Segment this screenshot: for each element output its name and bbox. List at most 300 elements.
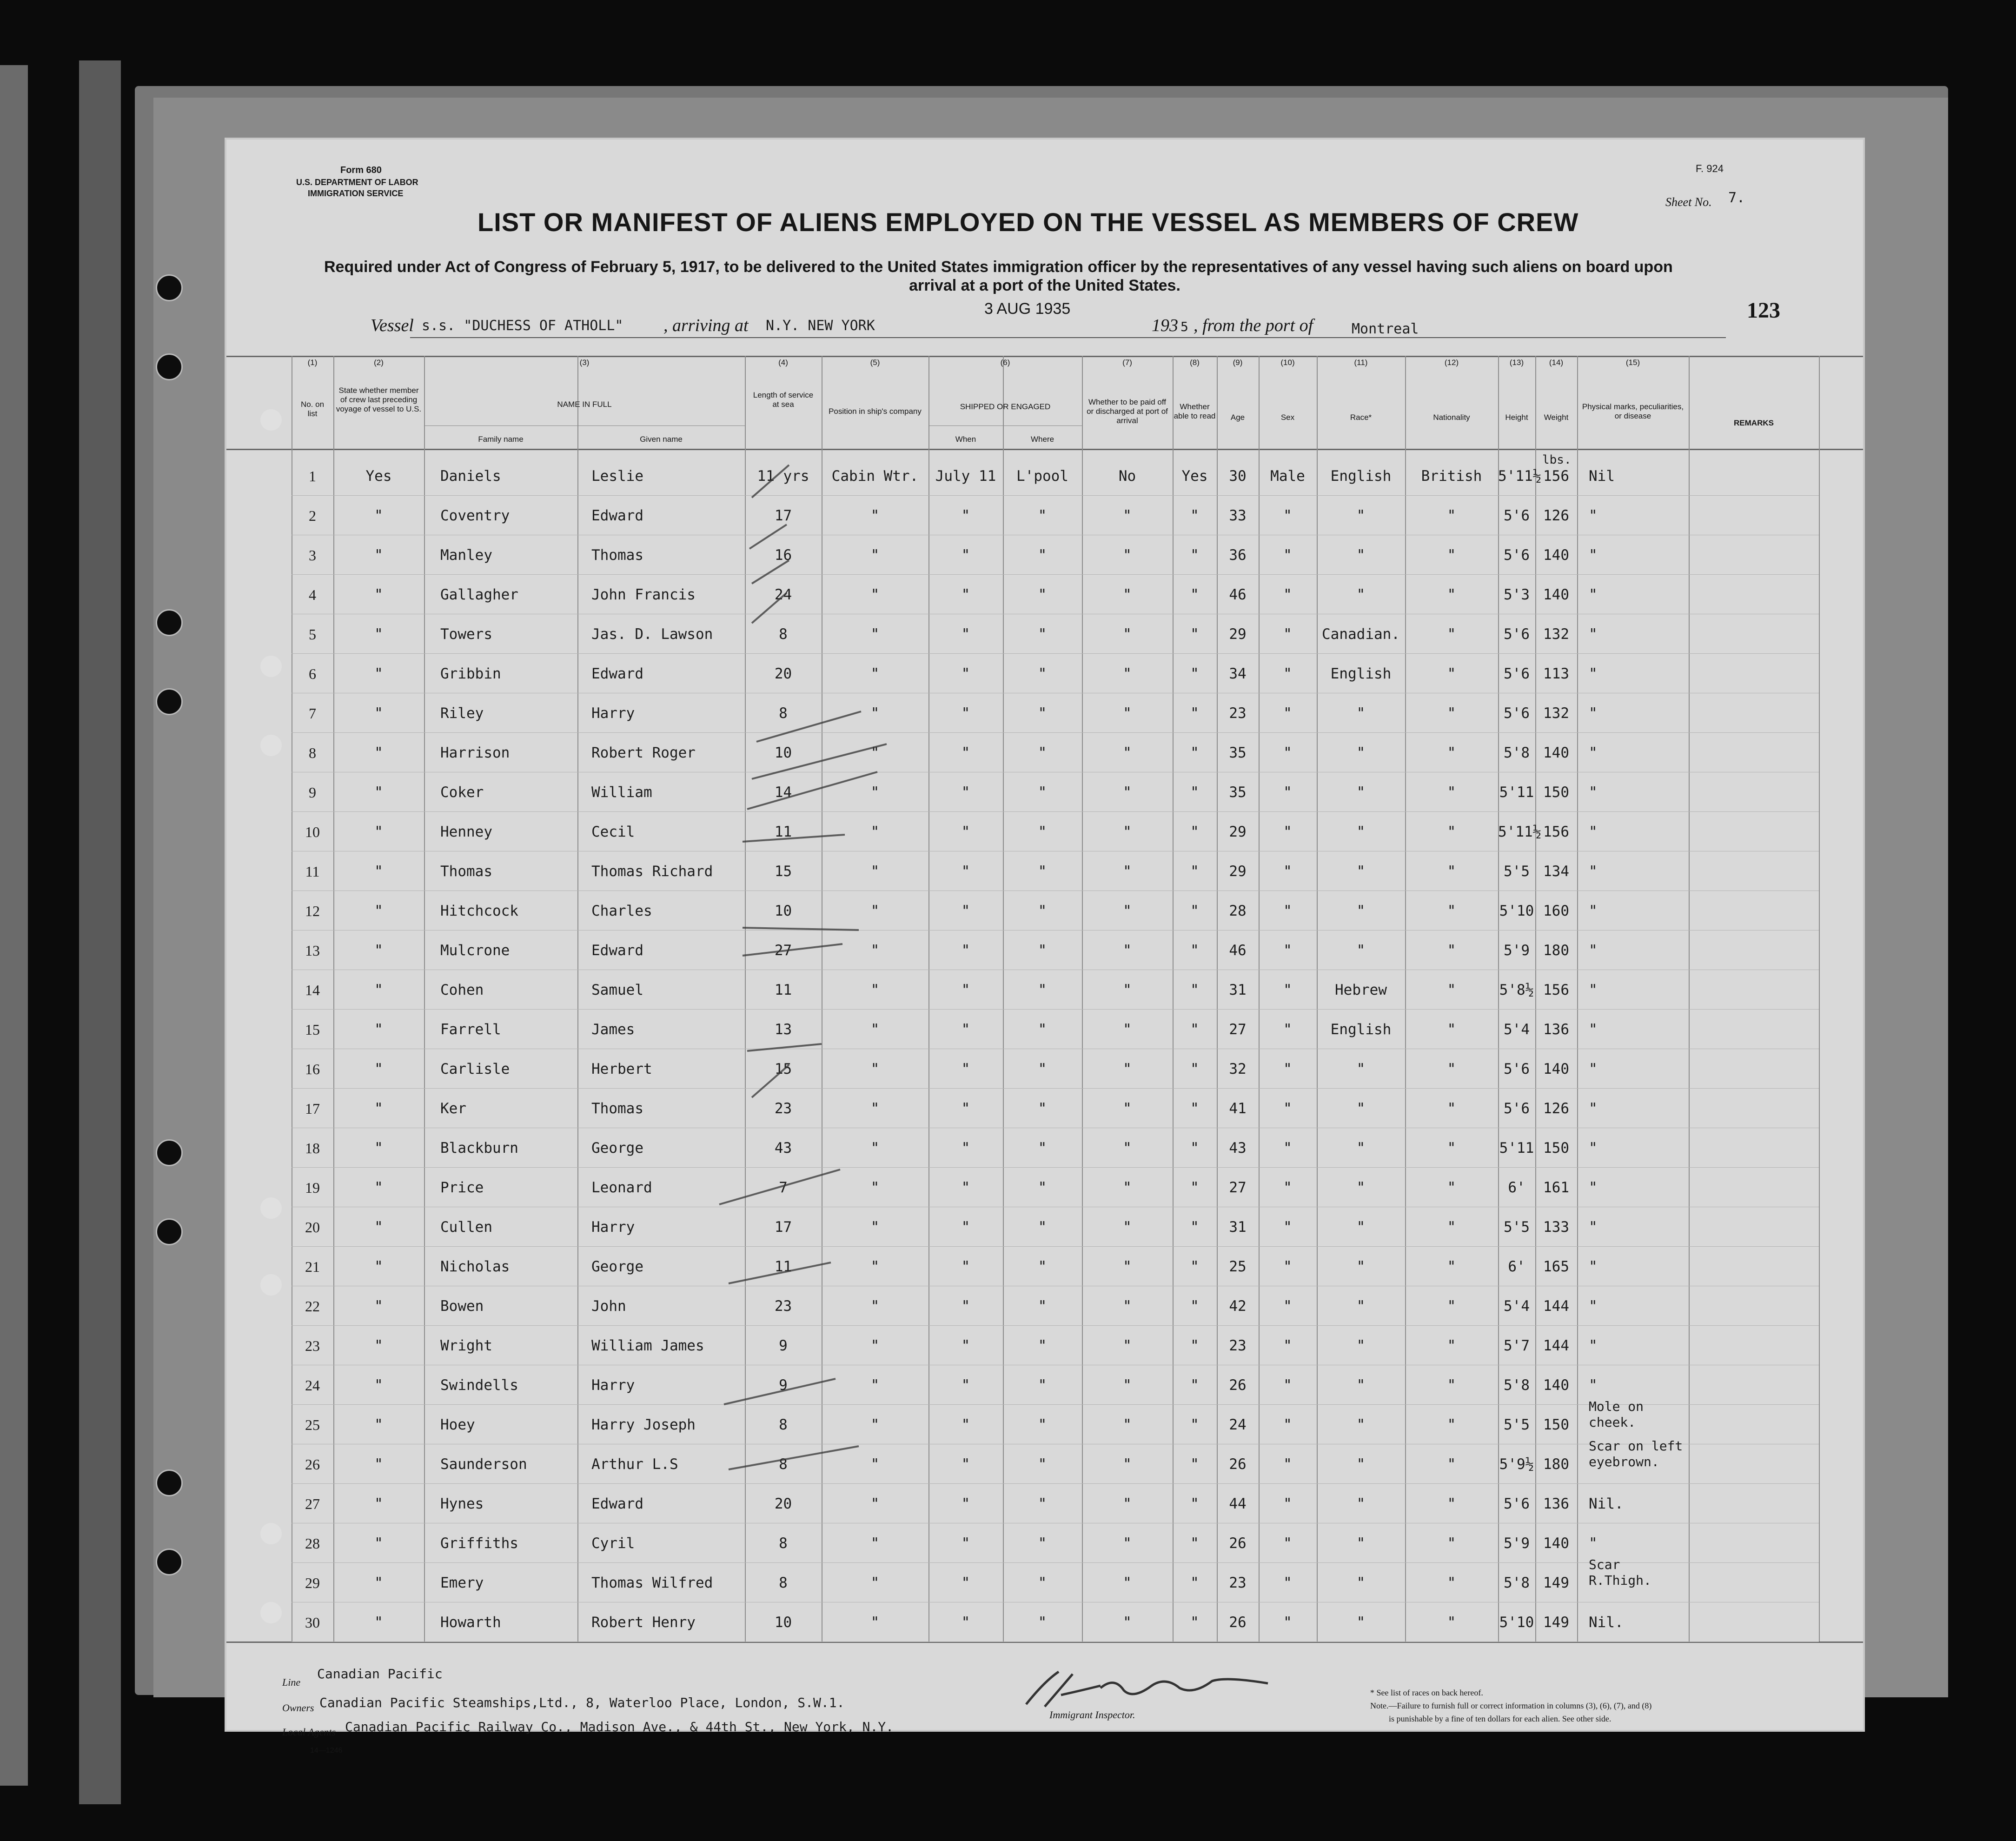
col6-number: (6) — [1000, 358, 1010, 367]
age: 36 — [1229, 547, 1247, 564]
physical-marks: " — [1589, 586, 1598, 603]
given-name: Thomas Richard — [591, 863, 713, 880]
service-length: 11 — [774, 982, 792, 998]
position: " — [870, 1416, 880, 1433]
nationality: " — [1447, 1337, 1456, 1354]
prev-voyage: " — [374, 982, 383, 998]
position: " — [870, 1377, 880, 1394]
page-margin-hole — [260, 1523, 282, 1544]
col5-header: Position in ship's company — [829, 407, 922, 416]
arriving-label: , arriving at — [663, 316, 749, 335]
position: " — [870, 1219, 880, 1236]
row-number: 27 — [305, 1495, 320, 1512]
race: " — [1356, 1377, 1366, 1394]
sex: " — [1283, 982, 1292, 998]
weight: 150 — [1543, 784, 1569, 801]
able-to-read: " — [1190, 863, 1199, 880]
service-length: 43 — [774, 1140, 792, 1156]
paid-off: " — [1123, 1337, 1132, 1354]
col13-number: (13) — [1509, 358, 1524, 367]
height: 5'3 — [1504, 586, 1530, 603]
paid-off: " — [1123, 665, 1132, 682]
shipped-when: " — [961, 1495, 970, 1512]
paid-off: " — [1123, 982, 1132, 998]
shipped-when: " — [961, 1258, 970, 1275]
paid-off: " — [1123, 1061, 1132, 1077]
family-name: Towers — [440, 626, 492, 643]
age: 29 — [1229, 824, 1247, 840]
position: " — [870, 1575, 880, 1591]
weight: 132 — [1543, 626, 1569, 643]
nationality: " — [1447, 507, 1456, 524]
col3-family-header: Family name — [478, 435, 524, 444]
physical-marks: " — [1589, 1535, 1598, 1552]
prev-voyage: " — [374, 1614, 383, 1631]
department-name: U.S. DEPARTMENT OF LABOR — [296, 178, 418, 187]
form-number: Form 680 — [340, 165, 382, 175]
service-length: 8 — [779, 705, 788, 722]
line-value: Canadian Pacific — [317, 1666, 443, 1681]
family-name: Hitchcock — [440, 903, 518, 919]
prev-voyage: Yes — [365, 468, 392, 485]
height: 5'10 — [1499, 903, 1534, 919]
prev-voyage: " — [374, 1377, 383, 1394]
prev-voyage: " — [374, 1219, 383, 1236]
row-number: 24 — [305, 1377, 320, 1394]
position: " — [870, 1614, 880, 1631]
prev-voyage: " — [374, 665, 383, 682]
given-name: Harry — [591, 1219, 635, 1236]
given-name: Cecil — [591, 824, 635, 840]
able-to-read: " — [1190, 1100, 1199, 1117]
page-number: 123 — [1747, 298, 1780, 323]
prev-voyage: " — [374, 1021, 383, 1038]
shipped-when: " — [961, 705, 970, 722]
race: Canadian. — [1322, 626, 1400, 643]
weight: 149 — [1543, 1575, 1569, 1591]
col3-given-header: Given name — [640, 435, 683, 444]
left-page-edge — [0, 65, 28, 1786]
prev-voyage: " — [374, 586, 383, 603]
shipped-where: " — [1038, 1337, 1047, 1354]
subtitle-line1: Required under Act of Congress of February 5, 1917, to be delivered to the United States immigration officer by the representatives of any vessel having such aliens on board upon — [324, 258, 1673, 276]
given-name: John — [591, 1298, 626, 1315]
family-name: Bowen — [440, 1298, 484, 1315]
physical-marks: " — [1589, 1179, 1598, 1196]
physical-marks: " — [1589, 863, 1598, 880]
row-number: 16 — [305, 1061, 320, 1077]
shipped-where: " — [1038, 626, 1047, 643]
from-port: Montreal — [1352, 321, 1419, 337]
nationality: " — [1447, 744, 1456, 761]
row-number: 19 — [305, 1179, 320, 1196]
binder-hole — [156, 353, 183, 380]
family-name: Ker — [440, 1100, 466, 1117]
weight: 140 — [1543, 547, 1569, 564]
col12-header: Nationality — [1433, 413, 1470, 422]
shipped-when: " — [961, 863, 970, 880]
subtitle-line2: arrival at a port of the United States. — [909, 277, 1180, 294]
age: 26 — [1229, 1535, 1247, 1552]
row-number: 11 — [305, 863, 320, 880]
age: 25 — [1229, 1258, 1247, 1275]
weight: 136 — [1543, 1495, 1569, 1512]
paid-off: " — [1123, 705, 1132, 722]
age: 29 — [1229, 863, 1247, 880]
position: " — [870, 1456, 880, 1473]
col15-number: (15) — [1625, 358, 1640, 367]
col3-number: (3) — [579, 358, 590, 367]
col7-number: (7) — [1122, 358, 1132, 367]
position: " — [870, 1021, 880, 1038]
page-margin-hole — [260, 409, 282, 431]
nationality: " — [1447, 1061, 1456, 1077]
weight: 144 — [1543, 1337, 1569, 1354]
row-number: 10 — [305, 824, 320, 840]
race: " — [1356, 1575, 1366, 1591]
family-name: Riley — [440, 705, 484, 722]
sex: " — [1283, 1456, 1292, 1473]
able-to-read: " — [1190, 1179, 1199, 1196]
shipped-where: " — [1038, 982, 1047, 998]
race: " — [1356, 1614, 1366, 1631]
paid-off: " — [1123, 1614, 1132, 1631]
prev-voyage: " — [374, 942, 383, 959]
service-length: 9 — [779, 1377, 788, 1394]
shipped-where: " — [1038, 586, 1047, 603]
row-number: 3 — [309, 547, 316, 564]
position: " — [870, 1140, 880, 1156]
given-name: Edward — [591, 1495, 643, 1512]
physical-marks: " — [1589, 1021, 1598, 1038]
able-to-read: " — [1190, 1258, 1199, 1275]
paid-off: " — [1123, 1298, 1132, 1315]
race: " — [1356, 1456, 1366, 1473]
prev-voyage: " — [374, 1100, 383, 1117]
age: 27 — [1229, 1021, 1247, 1038]
shipped-when: " — [961, 942, 970, 959]
family-name: Hynes — [440, 1495, 484, 1512]
sex: " — [1283, 1258, 1292, 1275]
family-name: Howarth — [440, 1614, 501, 1631]
shipped-where: " — [1038, 784, 1047, 801]
given-name: Thomas Wilfred — [591, 1575, 713, 1591]
age: 30 — [1229, 468, 1247, 485]
physical-marks: Scar R.Thigh. — [1589, 1557, 1651, 1588]
col10-number: (10) — [1280, 358, 1295, 367]
shipped-when: " — [961, 1140, 970, 1156]
physical-marks: " — [1589, 744, 1598, 761]
weight: 165 — [1543, 1258, 1569, 1275]
height: 5'6 — [1504, 626, 1530, 643]
paid-off: " — [1123, 1535, 1132, 1552]
remarks-header: REMARKS — [1734, 419, 1774, 427]
able-to-read: " — [1190, 705, 1199, 722]
weight: 161 — [1543, 1179, 1569, 1196]
race: " — [1356, 903, 1366, 919]
age: 46 — [1229, 942, 1247, 959]
shipped-where: " — [1038, 1456, 1047, 1473]
shipped-where: " — [1038, 942, 1047, 959]
physical-marks: " — [1589, 1219, 1598, 1236]
service-length: 16 — [774, 547, 792, 564]
nationality: " — [1447, 1100, 1456, 1117]
row-number: 1 — [309, 468, 316, 485]
able-to-read: " — [1190, 1140, 1199, 1156]
height: 5'8 — [1504, 744, 1530, 761]
row-number: 28 — [305, 1535, 320, 1552]
binder-hole — [156, 1139, 183, 1166]
shipped-when: " — [961, 586, 970, 603]
height: 5'11 — [1499, 784, 1534, 801]
page-margin-hole — [260, 1602, 282, 1623]
height: 5'6 — [1504, 1100, 1530, 1117]
prev-voyage: " — [374, 1298, 383, 1315]
shipped-where: " — [1038, 1377, 1047, 1394]
prev-voyage: " — [374, 1416, 383, 1433]
col12-number: (12) — [1444, 358, 1459, 367]
given-name: George — [591, 1258, 643, 1275]
weight: 144 — [1543, 1298, 1569, 1315]
physical-marks: " — [1589, 1100, 1598, 1117]
service-length: 13 — [774, 1021, 792, 1038]
prev-voyage: " — [374, 1495, 383, 1512]
row-number: 17 — [305, 1100, 320, 1117]
row-number: 21 — [305, 1258, 320, 1275]
able-to-read: " — [1190, 626, 1199, 643]
height: 5'5 — [1504, 1416, 1530, 1433]
shipped-where: " — [1038, 1575, 1047, 1591]
nationality: " — [1447, 586, 1456, 603]
col13-header: Height — [1505, 413, 1528, 422]
age: 44 — [1229, 1495, 1247, 1512]
paid-off: " — [1123, 784, 1132, 801]
sex: " — [1283, 1179, 1292, 1196]
nationality: " — [1447, 1140, 1456, 1156]
sheet-number: 7. — [1728, 190, 1745, 206]
given-name: Leonard — [591, 1179, 652, 1196]
able-to-read: " — [1190, 1337, 1199, 1354]
race: Hebrew — [1335, 982, 1387, 998]
height: 5'6 — [1504, 1061, 1530, 1077]
position: " — [870, 1298, 880, 1315]
race: " — [1356, 1258, 1366, 1275]
nationality: " — [1447, 626, 1456, 643]
col10-header: Sex — [1280, 413, 1295, 422]
position: " — [870, 1179, 880, 1196]
weight: 136 — [1543, 1021, 1569, 1038]
able-to-read: " — [1190, 547, 1199, 564]
service-length: 9 — [779, 1337, 788, 1354]
physical-marks: " — [1589, 1061, 1598, 1077]
physical-marks: " — [1589, 547, 1598, 564]
family-name: Mulcrone — [440, 942, 510, 959]
position: " — [870, 626, 880, 643]
row-number: 9 — [309, 784, 316, 801]
family-name: Price — [440, 1179, 484, 1196]
age: 35 — [1229, 784, 1247, 801]
family-name: Manley — [440, 547, 492, 564]
shipped-when: " — [961, 507, 970, 524]
height: 5'8½ — [1499, 982, 1534, 998]
given-name: Edward — [591, 942, 643, 959]
height: 5'9½ — [1499, 1456, 1534, 1473]
nationality: " — [1447, 1416, 1456, 1433]
weight: 140 — [1543, 1061, 1569, 1077]
shipped-when: " — [961, 547, 970, 564]
family-name: Thomas — [440, 863, 492, 880]
paid-off: " — [1123, 507, 1132, 524]
family-name: Carlisle — [440, 1061, 510, 1077]
weight: 140 — [1543, 744, 1569, 761]
shipped-where: " — [1038, 1100, 1047, 1117]
nationality: " — [1447, 1377, 1456, 1394]
family-name: Nicholas — [440, 1258, 510, 1275]
position: " — [870, 1100, 880, 1117]
sex: " — [1283, 942, 1292, 959]
weight: 150 — [1543, 1416, 1569, 1433]
col3-header: NAME IN FULL — [557, 400, 612, 409]
prev-voyage: " — [374, 507, 383, 524]
race: " — [1356, 784, 1366, 801]
family-name: Cullen — [440, 1219, 492, 1236]
col6-when-header: When — [955, 435, 976, 444]
height: 5'11½ — [1498, 824, 1542, 840]
physical-marks: " — [1589, 1377, 1598, 1394]
physical-marks: Nil. — [1589, 1495, 1624, 1512]
able-to-read: " — [1190, 1456, 1199, 1473]
race: " — [1356, 1495, 1366, 1512]
paid-off: " — [1123, 1140, 1132, 1156]
row-number: 12 — [305, 903, 320, 919]
paid-off: " — [1123, 1179, 1132, 1196]
nationality: " — [1447, 824, 1456, 840]
physical-marks: Scar on left eyebrown. — [1589, 1438, 1683, 1469]
age: 23 — [1229, 1575, 1247, 1591]
race: " — [1356, 507, 1366, 524]
able-to-read: " — [1190, 942, 1199, 959]
race: English — [1330, 468, 1392, 485]
sex: " — [1283, 1100, 1292, 1117]
prev-voyage: " — [374, 1140, 383, 1156]
service-length: 24 — [774, 586, 792, 603]
given-name: Edward — [591, 507, 643, 524]
position: " — [870, 665, 880, 682]
sex: " — [1283, 705, 1292, 722]
physical-marks: Mole on cheek. — [1589, 1399, 1644, 1430]
age: 31 — [1229, 982, 1247, 998]
age: 41 — [1229, 1100, 1247, 1117]
given-name: Harry Joseph — [591, 1416, 696, 1433]
physical-marks: " — [1589, 982, 1598, 998]
sex: " — [1283, 1614, 1292, 1631]
col7-header: Whether to be paid off or discharged at port of arrival — [1087, 398, 1168, 425]
paid-off: " — [1123, 1021, 1132, 1038]
shipped-where: " — [1038, 1061, 1047, 1077]
family-name: Daniels — [440, 468, 501, 485]
page-margin-hole — [260, 735, 282, 756]
shipped-when: " — [961, 1416, 970, 1433]
position: " — [870, 744, 880, 761]
penalty-note-line1: Note.—Failure to furnish full or correct information in columns (3), (6), (7), and (8) — [1370, 1701, 1652, 1710]
row-number: 14 — [305, 982, 320, 998]
col8-header: Whether able to read — [1174, 402, 1216, 420]
shipped-where: " — [1038, 507, 1047, 524]
weight: 132 — [1543, 705, 1569, 722]
shipped-where: " — [1038, 1416, 1047, 1433]
nationality: " — [1447, 1456, 1456, 1473]
given-name: Harry — [591, 1377, 635, 1394]
family-name: Blackburn — [440, 1140, 518, 1156]
prev-voyage: " — [374, 1258, 383, 1275]
given-name: James — [591, 1021, 635, 1038]
weight: 180 — [1543, 1456, 1569, 1473]
manifest-page — [226, 140, 1863, 1755]
sex: " — [1283, 626, 1292, 643]
nationality: " — [1447, 784, 1456, 801]
binder-hole — [156, 1549, 183, 1575]
physical-marks: " — [1589, 1337, 1598, 1354]
col11-header: Race* — [1350, 413, 1372, 422]
paid-off: " — [1123, 824, 1132, 840]
race: " — [1356, 586, 1366, 603]
paid-off: " — [1123, 1258, 1132, 1275]
paid-off: " — [1123, 1219, 1132, 1236]
weight: 160 — [1543, 903, 1569, 919]
col4-header: Length of service at sea — [753, 391, 814, 409]
height: 5'9 — [1504, 1535, 1530, 1552]
given-name: Cyril — [591, 1535, 635, 1552]
nationality: " — [1447, 1219, 1456, 1236]
year-suffix: 5 — [1180, 319, 1188, 334]
age: 35 — [1229, 744, 1247, 761]
sex: " — [1283, 784, 1292, 801]
weight: 156 — [1543, 468, 1569, 485]
sex: " — [1283, 1377, 1292, 1394]
prev-voyage: " — [374, 1061, 383, 1077]
physical-marks: " — [1589, 903, 1598, 919]
race: " — [1356, 1061, 1366, 1077]
race: " — [1356, 1219, 1366, 1236]
sex: " — [1283, 1219, 1292, 1236]
paid-off: " — [1123, 547, 1132, 564]
shipped-where: " — [1038, 1258, 1047, 1275]
shipped-when: " — [961, 1021, 970, 1038]
line-label: Line — [282, 1676, 301, 1688]
position: " — [870, 942, 880, 959]
service-length: 10 — [774, 903, 792, 919]
sex: " — [1283, 1021, 1292, 1038]
nationality: " — [1447, 1575, 1456, 1591]
shipped-where: L'pool — [1016, 468, 1068, 485]
f-number: F. 924 — [1696, 163, 1724, 174]
paid-off: " — [1123, 626, 1132, 643]
weight: 150 — [1543, 1140, 1569, 1156]
shipped-when: " — [961, 1614, 970, 1631]
prev-voyage: " — [374, 824, 383, 840]
given-name: Leslie — [591, 468, 643, 485]
date-stamp: 3 AUG 1935 — [984, 300, 1071, 318]
position: " — [870, 1495, 880, 1512]
height: 5'10 — [1499, 1614, 1534, 1631]
owners-label: Owners — [282, 1702, 314, 1714]
race: " — [1356, 824, 1366, 840]
paid-off: " — [1123, 586, 1132, 603]
sex: " — [1283, 863, 1292, 880]
nationality: " — [1447, 547, 1456, 564]
prev-voyage: " — [374, 1535, 383, 1552]
able-to-read: " — [1190, 1614, 1199, 1631]
